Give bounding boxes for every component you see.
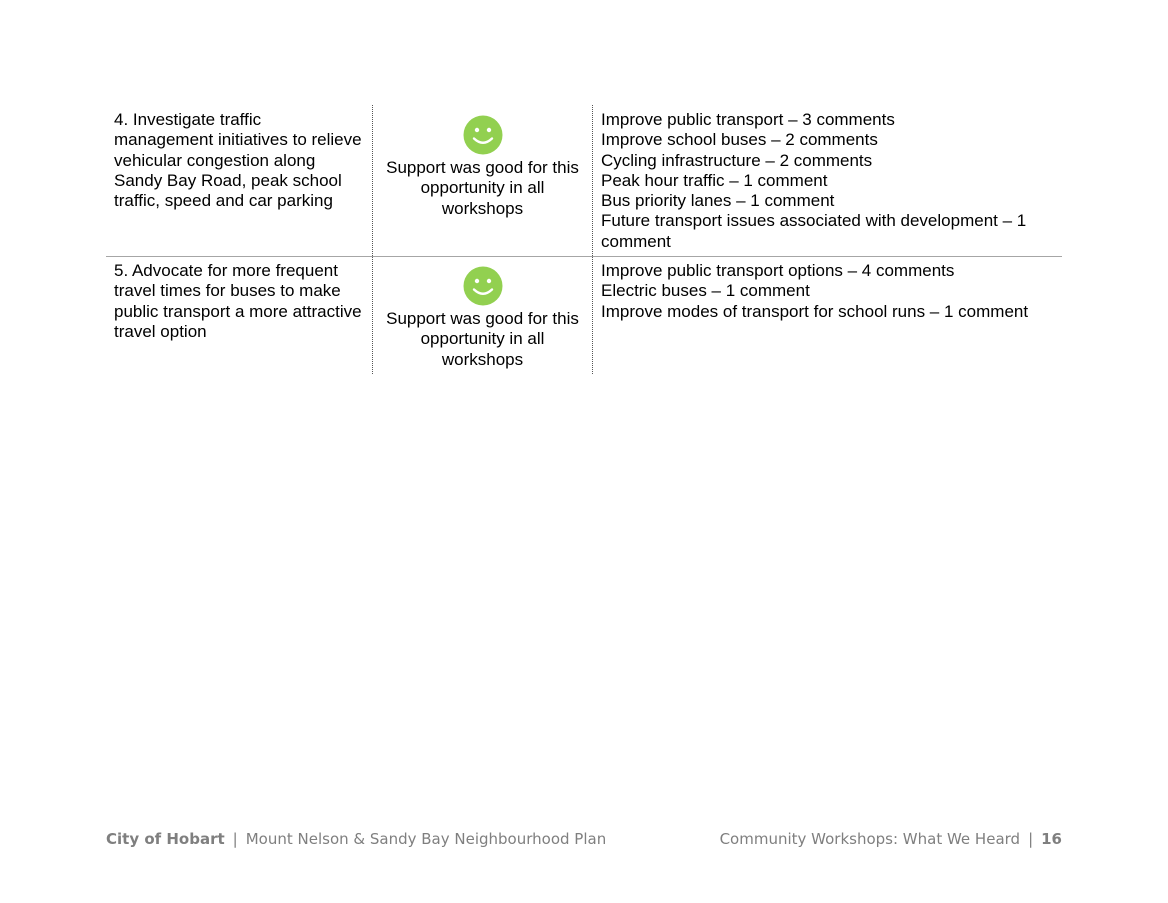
- footer-plan-title: Mount Nelson & Sandy Bay Neighbourhood Plan: [245, 830, 607, 848]
- comment-line: Future transport issues associated with development – 1 comment: [601, 211, 1027, 251]
- opportunity-text: 5. Advocate for more frequent travel times for buses to make public transport a more attractive travel option: [114, 261, 362, 341]
- comment-line: Improve public transport options – 4 comments: [601, 261, 955, 280]
- smiley-face-icon: [463, 115, 503, 155]
- support-cell: [373, 105, 593, 257]
- support-text: Support was good for this opportunity in all workshops: [386, 158, 579, 218]
- support-cell: [373, 257, 593, 375]
- comment-line: Improve modes of transport for school runs – 1 comment: [601, 301, 1029, 321]
- footer-separator: |: [1028, 830, 1034, 848]
- footer-left: [106, 829, 606, 849]
- comment-line: Peak hour traffic – 1 comment: [601, 170, 828, 190]
- comments-cell: [593, 257, 1063, 375]
- table-row: [106, 257, 1062, 375]
- opportunity-cell: [106, 105, 373, 257]
- comments-cell: [593, 105, 1063, 257]
- footer-org: City of Hobart: [106, 830, 225, 848]
- comment-line: Improve school buses – 2 comments: [601, 130, 878, 150]
- comment-line: Electric buses – 1 comment: [601, 281, 810, 301]
- smiley-face-icon: [463, 266, 503, 306]
- opportunity-cell: [106, 257, 373, 375]
- footer-section-title: Community Workshops: What We Heard: [719, 830, 1021, 848]
- page-number: 16: [1041, 830, 1062, 848]
- comment-line: Cycling infrastructure – 2 comments: [601, 150, 873, 170]
- feedback-table: [106, 105, 1062, 374]
- comment-line: Bus priority lanes – 1 comment: [601, 191, 835, 211]
- table-row: [106, 105, 1062, 257]
- footer-separator: |: [232, 830, 238, 848]
- footer-right: [720, 829, 1062, 849]
- opportunity-text: 4. Investigate traffic management initiatives to relieve vehicular congestion along Sandy Bay Road, peak school traffic, speed and car parking: [114, 110, 362, 211]
- support-text: Support was good for this opportunity in all workshops: [386, 309, 579, 369]
- comment-line: Improve public transport – 3 comments: [601, 110, 895, 129]
